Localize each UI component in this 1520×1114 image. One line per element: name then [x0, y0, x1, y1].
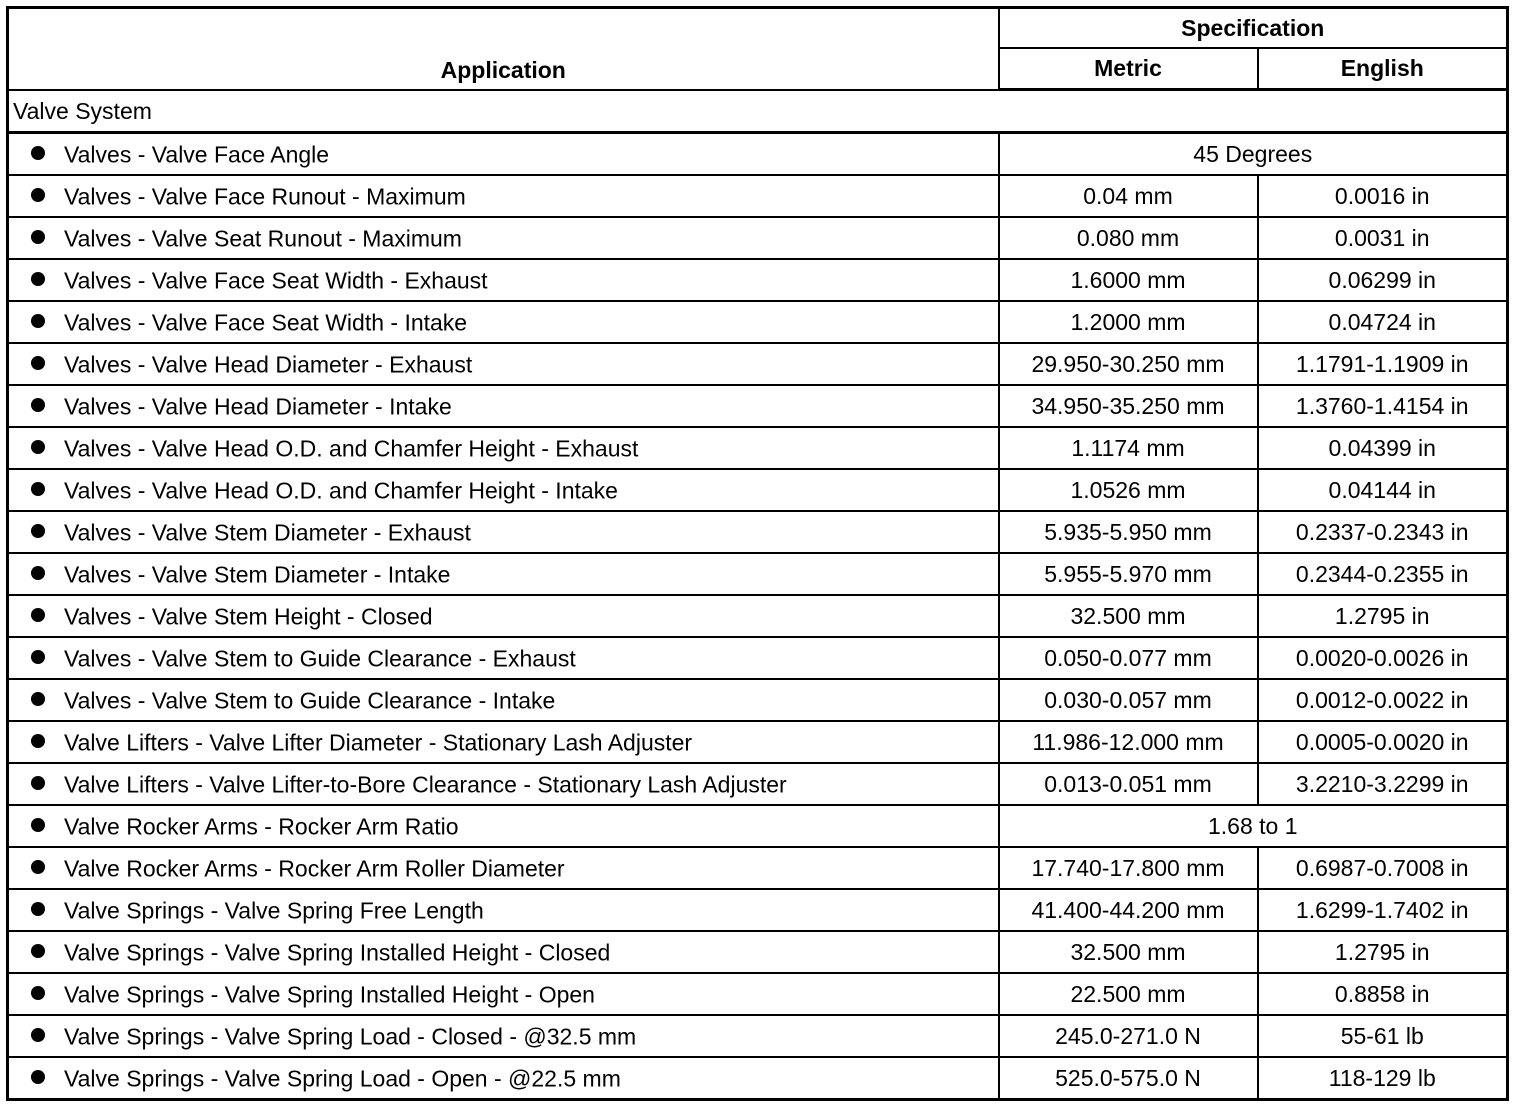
application-label: Valve Lifters - Valve Lifter Diameter - Stationary Lash Adjuster [64, 729, 693, 756]
table-row [8, 385, 1508, 427]
combined-value-cell: 1.68 to 1 [999, 805, 1508, 847]
english-value-cell: 55-61 lb [1258, 1015, 1508, 1057]
english-value-cell: 0.2344-0.2355 in [1258, 553, 1508, 595]
english-header: English [1258, 48, 1508, 90]
combined-value-cell: 45 Degrees [999, 133, 1508, 176]
application-label: Valves - Valve Head O.D. and Chamfer Height - Exhaust [64, 435, 639, 462]
application-cell [8, 133, 999, 176]
table-row [8, 763, 1508, 805]
english-value-cell: 0.0020-0.0026 in [1258, 637, 1508, 679]
application-label: Valves - Valve Stem to Guide Clearance - Intake [64, 687, 556, 714]
application-label: Valves - Valve Face Seat Width - Exhaust [64, 267, 488, 294]
metric-value-cell: 525.0-575.0 N [999, 1057, 1258, 1100]
application-cell [8, 385, 999, 427]
application-label: Valve Springs - Valve Spring Installed Height - Closed [64, 939, 611, 966]
application-cell [8, 805, 999, 847]
bullet-icon [31, 188, 45, 202]
english-value-cell: 0.04144 in [1258, 469, 1508, 511]
table-row [8, 637, 1508, 679]
table-row [8, 973, 1508, 1015]
application-cell [8, 847, 999, 889]
application-cell [8, 553, 999, 595]
table-row [8, 889, 1508, 931]
application-cell [8, 301, 999, 343]
application-cell [8, 343, 999, 385]
application-label: Valves - Valve Head Diameter - Intake [64, 393, 452, 420]
table-row [8, 1015, 1508, 1057]
metric-value-cell: 32.500 mm [999, 931, 1258, 973]
application-label: Valves - Valve Face Runout - Maximum [64, 183, 466, 210]
metric-value-cell: 0.050-0.077 mm [999, 637, 1258, 679]
section-title: Valve System [8, 90, 1508, 133]
table-row [8, 847, 1508, 889]
bullet-icon [31, 1070, 45, 1084]
application-label: Valves - Valve Seat Runout - Maximum [64, 225, 462, 252]
bullet-icon [31, 692, 45, 706]
bullet-icon [31, 902, 45, 916]
bullet-icon [31, 944, 45, 958]
application-label: Valve Springs - Valve Spring Installed Height - Open [64, 981, 595, 1008]
application-label: Valve Springs - Valve Spring Free Length [64, 897, 484, 924]
english-value-cell: 0.2337-0.2343 in [1258, 511, 1508, 553]
application-header: Application [8, 8, 999, 90]
bullet-icon [31, 440, 45, 454]
specification-table [6, 6, 1509, 1101]
metric-value-cell: 1.2000 mm [999, 301, 1258, 343]
application-cell [8, 679, 999, 721]
english-value-cell: 118-129 lb [1258, 1057, 1508, 1100]
table-row [8, 301, 1508, 343]
bullet-icon [31, 272, 45, 286]
application-cell [8, 469, 999, 511]
english-value-cell: 3.2210-3.2299 in [1258, 763, 1508, 805]
table-body [8, 90, 1508, 1100]
table-row [8, 595, 1508, 637]
bullet-icon [31, 650, 45, 664]
application-label: Valve Springs - Valve Spring Load - Open - @22.5 mm [64, 1065, 621, 1092]
specification-header: Specification [999, 8, 1508, 49]
application-label: Valve Rocker Arms - Rocker Arm Ratio [64, 813, 459, 840]
metric-value-cell: 5.955-5.970 mm [999, 553, 1258, 595]
bullet-icon [31, 230, 45, 244]
table-row [8, 175, 1508, 217]
bullet-icon [31, 314, 45, 328]
table-row [8, 553, 1508, 595]
table-row [8, 721, 1508, 763]
bullet-icon [31, 818, 45, 832]
english-value-cell: 0.06299 in [1258, 259, 1508, 301]
table-row [8, 805, 1508, 847]
application-cell [8, 1057, 999, 1100]
metric-value-cell: 11.986-12.000 mm [999, 721, 1258, 763]
application-label: Valves - Valve Stem Height - Closed [64, 603, 433, 630]
english-value-cell: 1.3760-1.4154 in [1258, 385, 1508, 427]
application-label: Valves - Valve Stem Diameter - Exhaust [64, 519, 471, 546]
bullet-icon [31, 860, 45, 874]
english-value-cell: 0.6987-0.7008 in [1258, 847, 1508, 889]
application-label: Valves - Valve Stem Diameter - Intake [64, 561, 451, 588]
application-label: Valve Lifters - Valve Lifter-to-Bore Clearance - Stationary Lash Adjuster [64, 771, 787, 798]
english-value-cell: 1.6299-1.7402 in [1258, 889, 1508, 931]
application-label: Valves - Valve Head Diameter - Exhaust [64, 351, 473, 378]
application-cell [8, 763, 999, 805]
bullet-icon [31, 524, 45, 538]
table-row [8, 427, 1508, 469]
english-value-cell: 0.8858 in [1258, 973, 1508, 1015]
application-cell [8, 721, 999, 763]
application-cell [8, 595, 999, 637]
bullet-icon [31, 986, 45, 1000]
application-cell [8, 889, 999, 931]
bullet-icon [31, 482, 45, 496]
bullet-icon [31, 1028, 45, 1042]
table-row [8, 511, 1508, 553]
bullet-icon [31, 356, 45, 370]
application-cell [8, 511, 999, 553]
metric-value-cell: 22.500 mm [999, 973, 1258, 1015]
section-row [8, 90, 1508, 133]
english-value-cell: 0.0012-0.0022 in [1258, 679, 1508, 721]
metric-value-cell: 1.1174 mm [999, 427, 1258, 469]
english-value-cell: 0.0005-0.0020 in [1258, 721, 1508, 763]
application-label: Valve Rocker Arms - Rocker Arm Roller Diameter [64, 855, 565, 882]
metric-header: Metric [999, 48, 1258, 90]
english-value-cell: 0.04399 in [1258, 427, 1508, 469]
header-row [8, 8, 1508, 49]
application-label: Valves - Valve Face Angle [64, 141, 330, 168]
table-row [8, 1057, 1508, 1100]
application-cell [8, 217, 999, 259]
english-value-cell: 0.0031 in [1258, 217, 1508, 259]
application-cell [8, 1015, 999, 1057]
english-value-cell: 0.0016 in [1258, 175, 1508, 217]
metric-value-cell: 41.400-44.200 mm [999, 889, 1258, 931]
table-row [8, 343, 1508, 385]
metric-value-cell: 32.500 mm [999, 595, 1258, 637]
metric-value-cell: 34.950-35.250 mm [999, 385, 1258, 427]
metric-value-cell: 0.04 mm [999, 175, 1258, 217]
metric-value-cell: 0.030-0.057 mm [999, 679, 1258, 721]
application-cell [8, 259, 999, 301]
metric-value-cell: 29.950-30.250 mm [999, 343, 1258, 385]
table-row [8, 217, 1508, 259]
table-row [8, 259, 1508, 301]
english-value-cell: 1.1791-1.1909 in [1258, 343, 1508, 385]
metric-value-cell: 5.935-5.950 mm [999, 511, 1258, 553]
bullet-icon [31, 146, 45, 160]
application-cell [8, 973, 999, 1015]
english-value-cell: 1.2795 in [1258, 595, 1508, 637]
application-label: Valves - Valve Face Seat Width - Intake [64, 309, 468, 336]
application-label: Valves - Valve Head O.D. and Chamfer Height - Intake [64, 477, 618, 504]
table-row [8, 469, 1508, 511]
metric-value-cell: 245.0-271.0 N [999, 1015, 1258, 1057]
english-value-cell: 1.2795 in [1258, 931, 1508, 973]
metric-value-cell: 0.013-0.051 mm [999, 763, 1258, 805]
bullet-icon [31, 734, 45, 748]
metric-value-cell: 17.740-17.800 mm [999, 847, 1258, 889]
english-value-cell: 0.04724 in [1258, 301, 1508, 343]
application-label: Valve Springs - Valve Spring Load - Closed - @32.5 mm [64, 1023, 637, 1050]
metric-value-cell: 0.080 mm [999, 217, 1258, 259]
table-row [8, 133, 1508, 176]
bullet-icon [31, 398, 45, 412]
metric-value-cell: 1.6000 mm [999, 259, 1258, 301]
application-label: Valves - Valve Stem to Guide Clearance - Exhaust [64, 645, 576, 672]
metric-value-cell: 1.0526 mm [999, 469, 1258, 511]
table-row [8, 931, 1508, 973]
bullet-icon [31, 566, 45, 580]
table-row [8, 679, 1508, 721]
application-cell [8, 637, 999, 679]
bullet-icon [31, 776, 45, 790]
bullet-icon [31, 608, 45, 622]
application-cell [8, 175, 999, 217]
application-cell [8, 931, 999, 973]
application-cell [8, 427, 999, 469]
